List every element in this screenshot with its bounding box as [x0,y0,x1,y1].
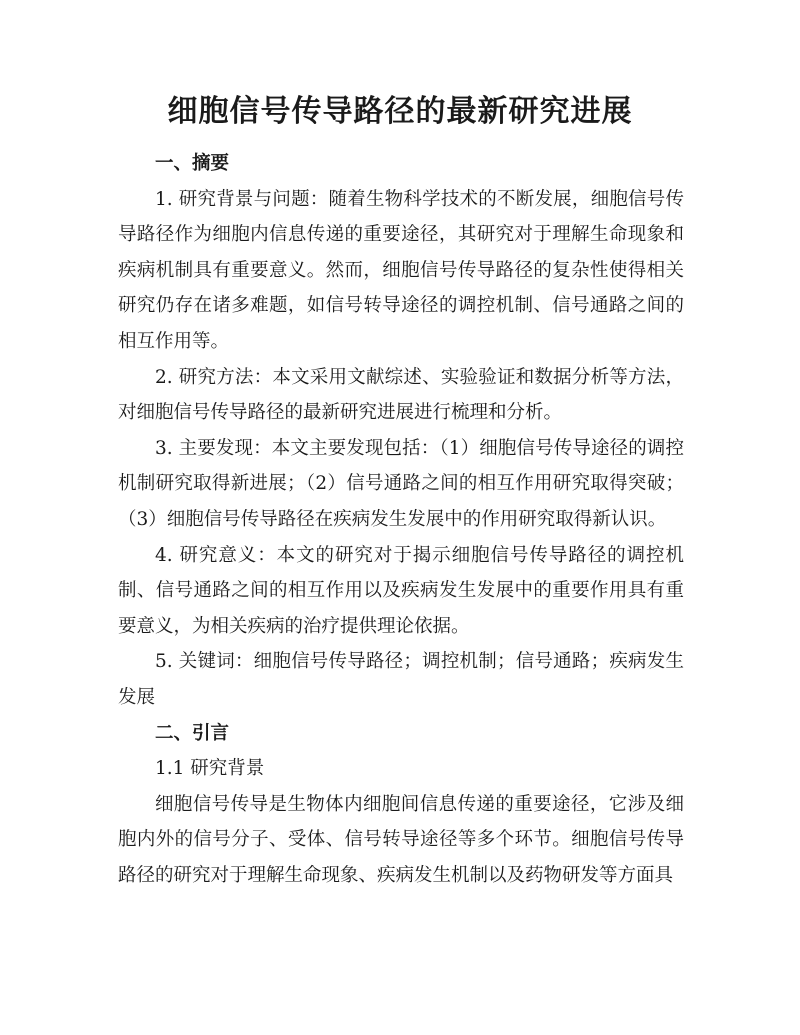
abstract-paragraph-5: 5. 关键词：细胞信号传导路径；调控机制；信号通路；疾病发生发展 [118,651,684,708]
abstract-paragraph-4: 4. 研究意义：本文的研究对于揭示细胞信号传导路径的调控机制、信号通路之间的相互作用以及疾病发生发展中的重要作用具有重要意义，为相关疾病的治疗提供理论依据。 [118,544,684,637]
section-heading-introduction: 二、引言 [155,722,230,744]
document-body [118,146,684,893]
section-heading-abstract: 一、摘要 [155,153,230,174]
abstract-paragraph-3: 3. 主要发现：本文主要发现包括：（1）细胞信号传导途径的调控机制研究取得新进展；（2）信号通路之间的相互作用研究取得突破；（3）细胞信号传导路径在疾病发生发展中的作用研究取得新认识。 [118,437,684,530]
subsection-heading-background: 1.1 研究背景 [155,758,265,780]
document-title: 细胞信号传导路径的最新研究进展 [167,94,633,129]
introduction-paragraph-1: 细胞信号传导是生物体内细胞间信息传递的重要途径，它涉及细胞内外的信号分子、受体、信号转导途径等多个环节。细胞信号传导路径的研究对于理解生命现象、疾病发生机制以及药物研发等方面具 [118,793,684,886]
abstract-paragraph-1: 1. 研究背景与问题：随着生物科学技术的不断发展，细胞信号传导路径作为细胞内信息传递的重要途径，其研究对于理解生命现象和疾病机制具有重要意义。然而，细胞信号传导路径的复杂性使得相关研究仍存在诸多难题，如信号转导途径的调控机制、信号通路之间的相互作用等。 [118,188,684,352]
abstract-paragraph-2: 2. 研究方法：本文采用文献综述、实验验证和数据分析等方法，对细胞信号传导路径的最新研究进展进行梳理和分析。 [118,366,684,424]
